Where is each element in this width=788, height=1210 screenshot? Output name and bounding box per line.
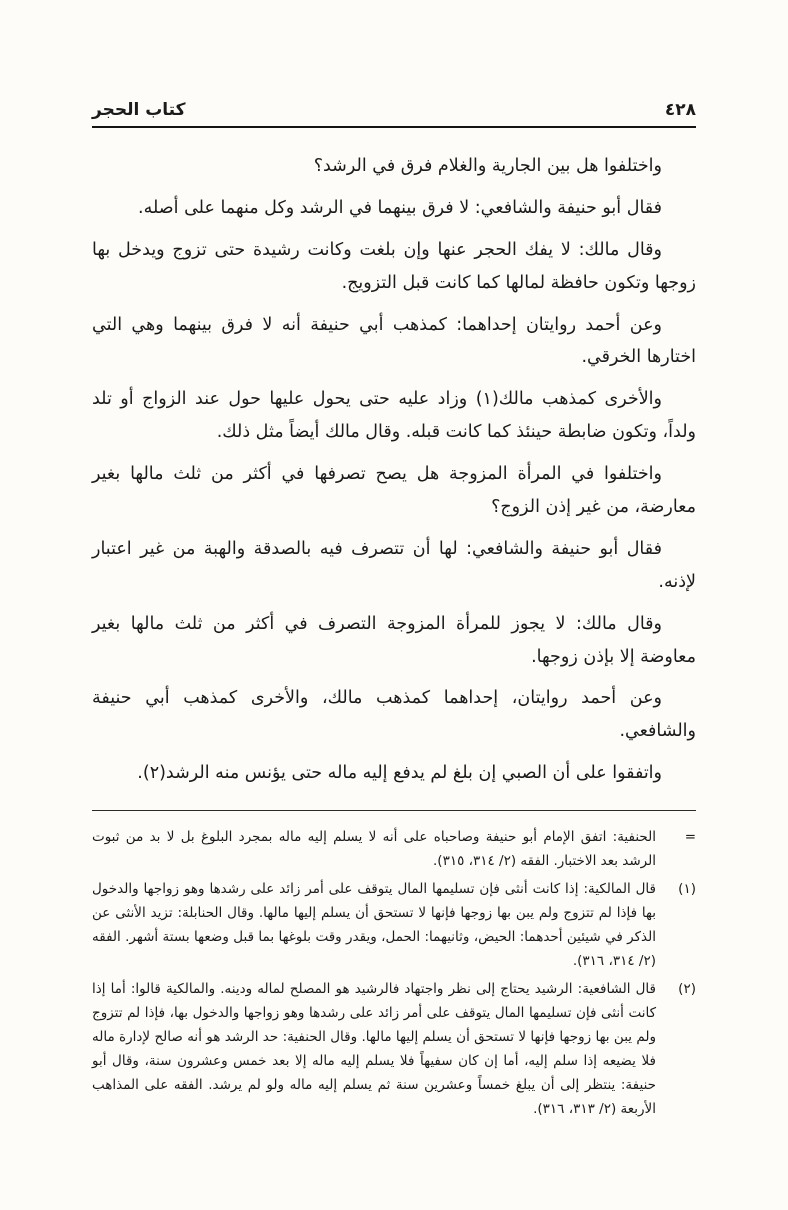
footnote-marker: (١) bbox=[678, 881, 696, 898]
body-paragraph: واتفقوا على أن الصبي إن بلغ لم يدفع إليه ماله حتى يؤنس منه الرشد(٢). bbox=[137, 763, 662, 784]
footnotes-section bbox=[92, 825, 696, 1121]
body-paragraph: فقال أبو حنيفة والشافعي: لها أن تتصرف فيه بالصدقة والهبة من غير اعتبار لإذنه. bbox=[92, 538, 696, 592]
footnote-item bbox=[92, 825, 696, 873]
body-paragraph: فقال أبو حنيفة والشافعي: لا فرق بينهما في الرشد وكل منهما على أصله. bbox=[138, 197, 662, 218]
main-text bbox=[92, 150, 696, 790]
footnote-item bbox=[92, 977, 696, 1121]
body-paragraph: وعن أحمد روايتان، إحداهما كمذهب مالك، والأخرى كمذهب أبي حنيفة والشافعي. bbox=[92, 688, 696, 742]
footnote-separator bbox=[92, 810, 696, 811]
footnote-marker: = bbox=[684, 829, 696, 846]
footnote-text: قال المالكية: إذا كانت أنثى فإن تسليمها المال يتوقف على أمر زائد على رشدها وهو زواجها والدخول بها فإذا لم تتزوج ولم يبن بها زوجها فإنها لا تستحق أن يسلم إليها مالها. وقال الحنابلة: تزيد الأنثى عن الذكر في شيئين أحدهما: الحيض، وثانيهما: الحمل، ويقدر وقت بلوغها بما قبل وضعها بستة أشهر. الفقه (٢/ ٣١٤، ٣١٦). bbox=[92, 881, 656, 970]
body-paragraph: وقال مالك: لا يجوز للمرأة المزوجة التصرف في أكثر من ثلث مالها بغير معاوضة إلا بإذن زوجها. bbox=[92, 613, 696, 667]
footnote-text: قال الشافعية: الرشيد يحتاج إلى نظر واجتهاد فالرشيد هو المصلح لماله ودينه. والمالكية قالوا: أما إذا كانت أنثى فإن تسليمها المال يتوقف على أمر زائد على رشدها وهو زواجها والدخول بها، فإذا لم تتزوج ولم يبن بها زوجها فإنها لا تستحق أن يسلم إليها مالها. وقال الحنفية: حد الرشد هو أنه صالح لإدارة ماله فلا يضيعه إذا سلم إليه، أما إن كان سفيهاً فلا يسلم إليه ماله إلا بعد خمس وعشرون سنة، وقال أبو حنيفة: ينتظر إلى أن يبلغ خمساً وعشرين سنة ثم يسلم إليه ماله ولو لم يرشد. الفقه على المذاهب الأربعة (٢/ ٣١٣، ٣١٦). bbox=[92, 981, 656, 1118]
body-paragraph: واختلفوا في المرأة المزوجة هل يصح تصرفها في أكثر من ثلث مالها بغير معارضة، من غير إذن الزوج؟ bbox=[92, 464, 696, 518]
body-paragraph: والأخرى كمذهب مالك(١) وزاد عليه حتى يحول عليها حول عند الزواج أو تلد ولداً، وتكون ضابطة حينئذ كما كانت قبله. وقال مالك أيضاً مثل ذلك. bbox=[92, 389, 696, 443]
book-title: كتاب الحجر bbox=[92, 100, 186, 120]
page-header bbox=[92, 100, 696, 128]
footnote-marker: (٢) bbox=[678, 981, 696, 998]
footnote-text: الحنفية: اتفق الإمام أبو حنيفة وصاحباه على أنه لا يسلم إليه ماله بمجرد البلوغ بل لا بد من ثبوت الرشد بعد الاختبار. الفقه (٢/ ٣١٤، ٣١٥). bbox=[92, 829, 656, 870]
body-paragraph: وعن أحمد روايتان إحداهما: كمذهب أبي حنيفة أنه لا فرق بينهما وهي التي اختارها الخرقي. bbox=[92, 314, 696, 368]
footnote-item bbox=[92, 877, 696, 973]
body-paragraph: واختلفوا هل بين الجارية والغلام فرق في الرشد؟ bbox=[313, 156, 662, 176]
page-number: ٤٢٨ bbox=[664, 100, 696, 120]
body-paragraph: وقال مالك: لا يفك الحجر عنها وإن بلغت وكانت رشيدة حتى تزوج ويدخل بها زوجها وتكون حافظة لمالها كما كانت قبل التزويج. bbox=[92, 239, 696, 293]
